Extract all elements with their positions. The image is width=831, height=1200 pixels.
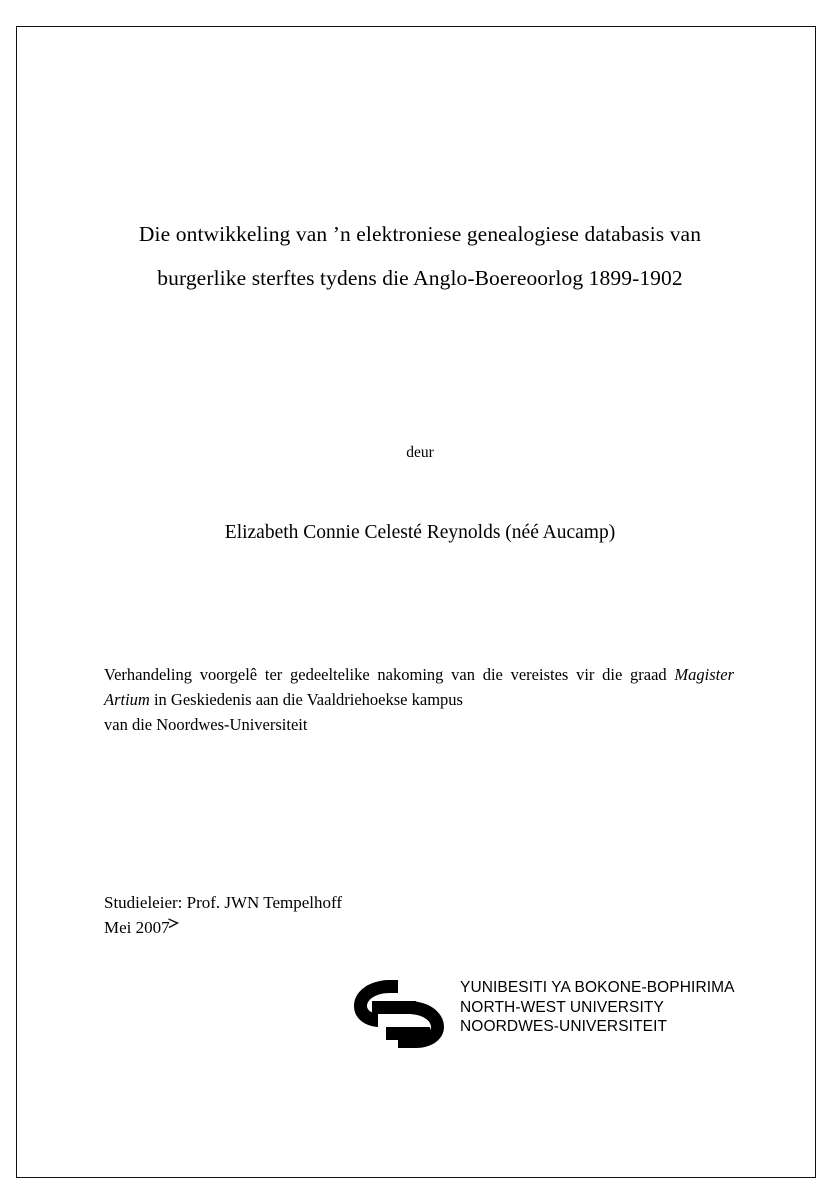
supervisor-line: Studieleier: Prof. JWN Tempelhoff [104,893,343,912]
university-logo [246,972,735,1054]
north-west-university-logo-mark-icon [346,976,452,1052]
page-title [96,212,744,300]
date-line: Mei 2007 [104,918,170,937]
supervisor-and-date [104,890,604,940]
degree-statement-part3: van die Noordwes-Universiteit [104,715,308,734]
degree-name: Magister Artium [104,665,734,709]
logo-wordmark [460,978,735,1037]
logo-line-1: YUNIBESITI YA BOKONE-BOPHIRIMA [460,979,735,996]
logo-line-2: NORTH-WEST UNIVERSITY [460,998,664,1016]
date-line-wrapper [104,915,170,940]
degree-statement-part2: in Geskiedenis aan die Vaaldriehoekse kampus [149,690,463,709]
title-page-content [96,26,744,1178]
by-word: deur [406,444,434,461]
degree-statement-part1: Verhandeling voorgelê ter gedeeltelike nakoming van die vereistes vir die graad [104,665,675,684]
title-line-2: burgerlike sterftes tydens die Anglo-Boereoorlog 1899-1902 [157,266,683,290]
title-line-1: Die ontwikkeling van ’n elektroniese genealogiese databasis van [138,222,702,246]
logo-line-3: NOORDWES-UNIVERSITEIT [460,1018,668,1035]
author-name: Elizabeth Connie Celesté Reynolds (néé Aucamp) [224,522,616,543]
degree-statement [104,662,734,737]
